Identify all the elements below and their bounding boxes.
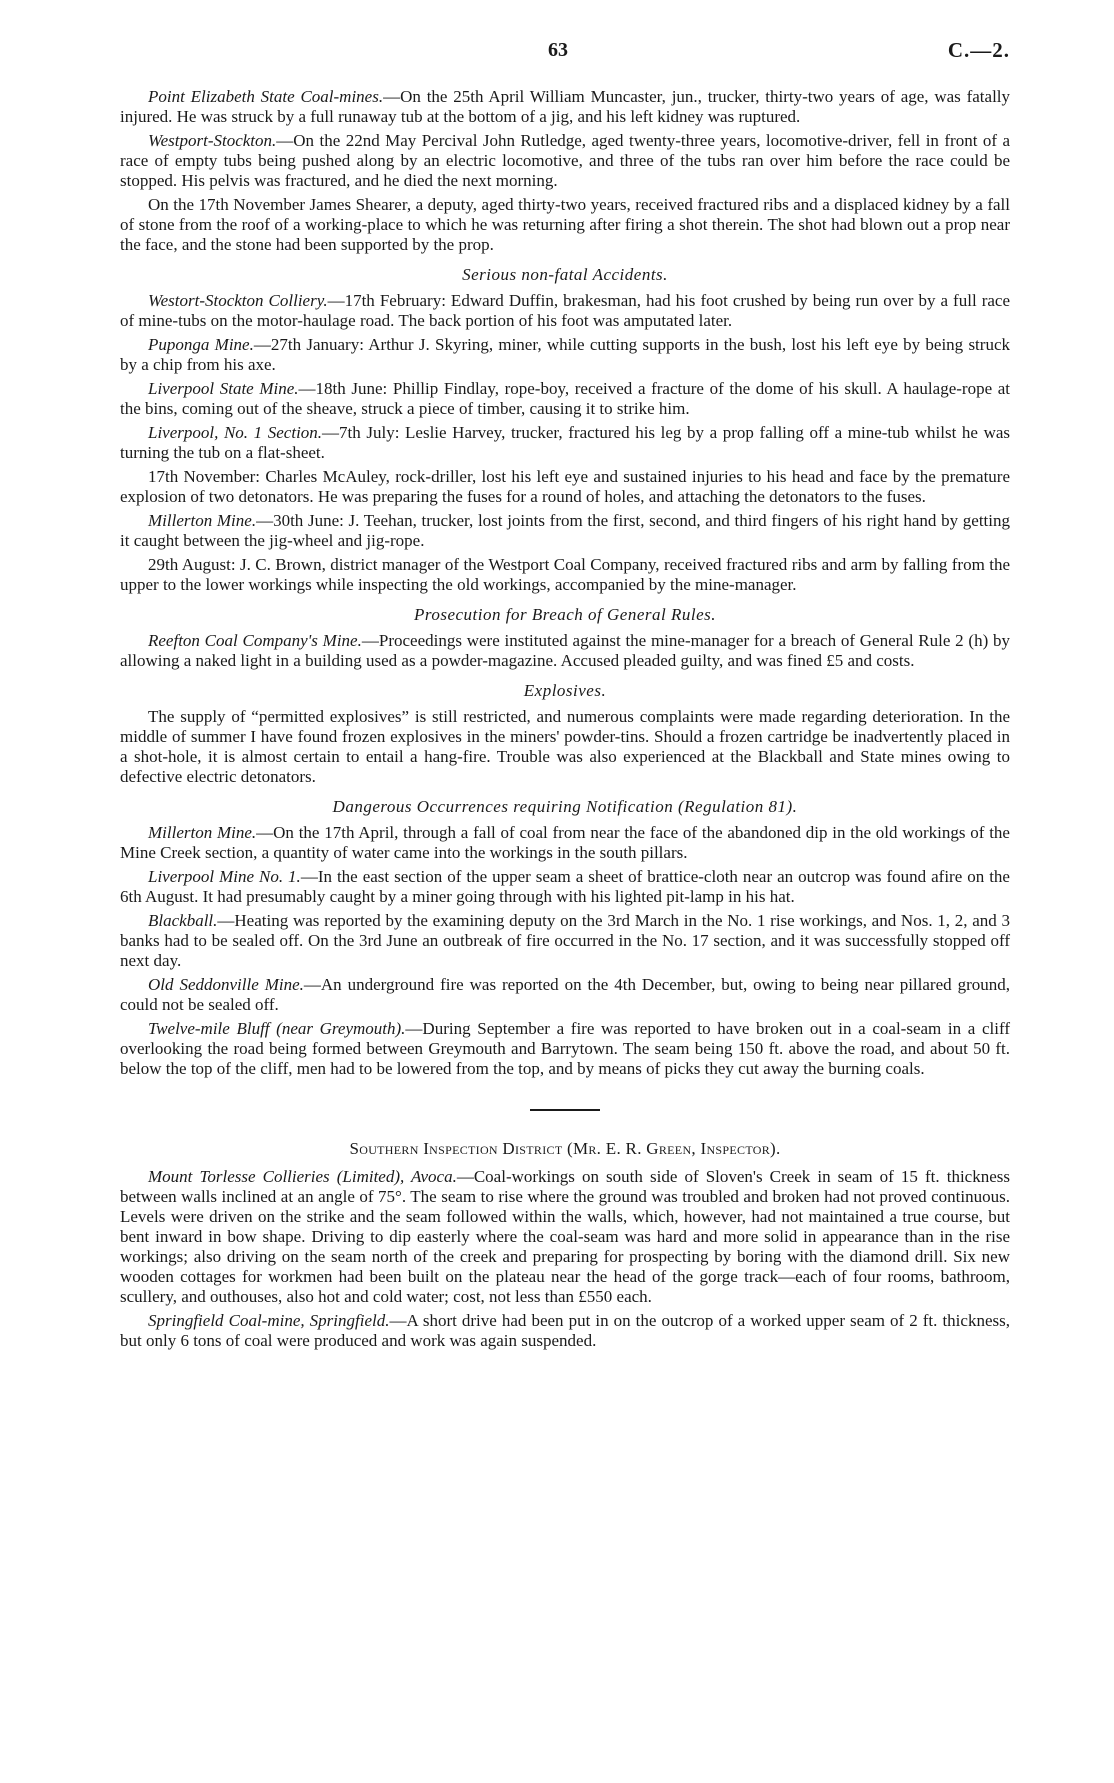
dangerous-occurrences-section [120,823,1010,1079]
page-body [120,87,1010,1355]
paragraph-text: 29th August: J. C. Brown, district manager of the Westport Coal Company, received fractured ribs and arm by falling from the upper to the lower workings while inspecting the old workings, accompanied by the mine-manager. [120,555,1010,594]
section-heading-dangerous-occurrences: Dangerous Occurrences requiring Notification (Regulation 81). [332,797,798,816]
paragraph-text: On the 17th November James Shearer, a deputy, aged thirty-two years, received fractured ribs and a displaced kidney by a fall of stone from the roof of a working-place to which he was returning after firing a shot therein. The shot had blown out a prop near the face, and the stone had been supported by the prop. [120,195,1010,254]
paragraph-lead: Liverpool, No. 1 Section. [148,423,323,442]
paragraph-text: —27th January: Arthur J. Skyring, miner, while cutting supports in the bush, lost his left eye by being struck by a chip from his axe. [120,335,1010,374]
paragraph-text: —17th February: Edward Duffin, brakesman, had his foot crushed by being run over by a full race of mine-tubs on the motor-haulage road. The back portion of his foot was amputated later. [120,291,1010,330]
paragraph-lead: Point Elizabeth State Coal-mines. [148,87,384,106]
fatal-accidents-section [120,87,1010,255]
paragraph [120,379,1010,419]
paragraph-text: —During September a fire was reported to have broken out in a coal-seam in a cliff overlooking the road being formed between Greymouth and Barrytown. The seam being 150 ft. above the road, and about 50 ft. below the top of the cliff, men had to be lowered from the top, and by means of picks they cut away the burning coals. [120,1019,1010,1078]
paragraph [120,423,1010,463]
paragraph [120,867,1010,907]
paragraph-text: —18th June: Phillip Findlay, rope-boy, received a fracture of the dome of his skull. A haulage-rope at the bins, coming out of the sheave, struck a piece of timber, causing it to strike him. [120,379,1011,418]
southern-district-section [120,1167,1010,1351]
paragraph-text: —Heating was reported by the examining deputy on the 3rd March in the No. 1 rise workings, and Nos. 1, 2, and 3 banks had to be sealed off. On the 3rd June an outbreak of fire occurred in the No. 17 section, and it was successfully stopped off next day. [120,911,1010,970]
paragraph-text: —An underground fire was reported on the 4th December, but, owing to being near pillared ground, could not be sealed off. [120,975,1010,1014]
prosecution-section [120,631,1010,671]
paragraph-lead: Westort-Stockton Colliery. [148,291,328,310]
paragraph-text: 17th November: Charles McAuley, rock-driller, lost his left eye and sustained injuries to his head and face by the premature explosion of two detonators. He was preparing the fuses for a round of holes, and attaching the detonators to the fuses. [120,467,1010,506]
paragraph [120,911,1010,971]
paragraph-lead: Westport-Stockton. [148,131,277,150]
section-heading-serious-accidents: Serious non-fatal Accidents. [462,265,668,284]
paragraph [120,131,1010,191]
paragraph [120,335,1010,375]
page-header [0,40,1114,70]
paragraph-lead: Millerton Mine. [148,823,257,842]
paragraph-lead: Liverpool Mine No. 1. [148,867,301,886]
paragraph [120,511,1010,551]
paragraph [120,555,1010,595]
paragraph-text: —In the east section of the upper seam a sheet of brattice-cloth near an outcrop was found afire on the 6th August. It had presumably caught by a miner going through with his lighted pit-lamp in his hat. [120,867,1010,906]
paragraph-lead: Blackball. [148,911,218,930]
paragraph-text: The supply of “permitted explosives” is still restricted, and numerous complaints were made regarding deterioration. In the middle of summer I have found frozen explosives in the miners' powder-tins. Should a frozen cartridge be inadvertently placed in a shot-hole, it is almost certain to entail a hang-fire. Trouble was also experienced at the Blackball and State mines owing to defective electric detonators. [120,707,1010,786]
paragraph [120,1019,1010,1079]
explosives-section [120,707,1010,787]
paragraph-lead: Puponga Mine. [148,335,254,354]
paragraph-lead: Twelve-mile Bluff (near Greymouth). [148,1019,406,1038]
paragraph-lead: Liverpool State Mine. [148,379,299,398]
document-reference: C.—2. [947,38,1010,62]
paragraph [120,291,1010,331]
paragraph-lead: Millerton Mine. [148,511,257,530]
paragraph-text: —Coal-workings on south side of Sloven's Creek in seam of 15 ft. thickness between walls inclined at an angle of 75°. The seam to rise where the ground was troubled and broken had not proved continuous. Levels were driven on the strike and the seam followed within the walls, which, however, had not maintained a true course, but bent inward in bow shape. Driving to dip easterly where the coal-seam was hard and more solid in appearance than in the rise workings; also driving on the seam north of the creek and preparing for prospecting by boring with the diamond drill. Six new wooden cottages for workmen had been built on the plateau near the head of the gorge track—each of four rooms, bathroom, scullery, and outhouses, also hot and cold water; cost, not less than £550 each. [120,1167,1011,1306]
paragraph [120,87,1010,127]
paragraph-text: —On the 22nd May Percival John Rutledge, aged twenty-three years, locomotive-driver, fell in front of a race of empty tubs being pushed along by an electric locomotive, and three of the tubs ran over him before the race could be stopped. His pelvis was fractured, and he died the next morning. [120,131,1010,190]
paragraph [120,1311,1010,1351]
paragraph-lead: Reefton Coal Company's Mine. [148,631,362,650]
paragraph-text: —7th July: Leslie Harvey, trucker, fractured his leg by a prop falling off a mine-tub whilst he was turning the tub on a flat-sheet. [120,423,1011,462]
paragraph [120,195,1010,255]
paragraph-text: —A short drive had been put in on the outcrop of a worked upper seam of 2 ft. thickness, but only 6 tons of coal were produced and work was again suspended. [120,1311,1010,1350]
section-divider-rule [530,1109,600,1111]
paragraph-text: —On the 17th April, through a fall of coal from near the face of the abandoned dip in the old workings of the Mine Creek section, a quantity of water came into the workings in the south pillars. [120,823,1010,862]
paragraph-lead: Old Seddonville Mine. [148,975,304,994]
section-heading-explosives: Explosives. [523,681,607,700]
paragraph [120,707,1010,787]
paragraph-text: —On the 25th April William Muncaster, jun., trucker, thirty-two years of age, was fatally injured. He was struck by a full runaway tub at the bottom of a jig, and his left kidney was ruptured. [120,87,1011,126]
paragraph-text: —30th June: J. Teehan, trucker, lost joints from the first, second, and third fingers of his right hand by getting it caught between the jig-wheel and jig-rope. [120,511,1010,550]
district-heading: Southern Inspection District (Mr. E. R. Green, Inspector). [349,1139,781,1158]
paragraph-lead: Mount Torlesse Collieries (Limited), Avoca. [148,1167,457,1186]
paragraph [120,1167,1010,1307]
serious-accidents-section [120,291,1010,595]
paragraph [120,975,1010,1015]
page-number: 63 [548,39,568,61]
paragraph [120,823,1010,863]
paragraph-text: —Proceedings were instituted against the mine-manager for a breach of General Rule 2 (h) by allowing a naked light in a building used as a powder-magazine. Accused pleaded guilty, and was fined £5 and costs. [120,631,1011,670]
paragraph-lead: Springfield Coal-mine, Springfield. [148,1311,390,1330]
paragraph [120,631,1010,671]
paragraph [120,467,1010,507]
section-heading-prosecution: Prosecution for Breach of General Rules. [413,605,717,624]
